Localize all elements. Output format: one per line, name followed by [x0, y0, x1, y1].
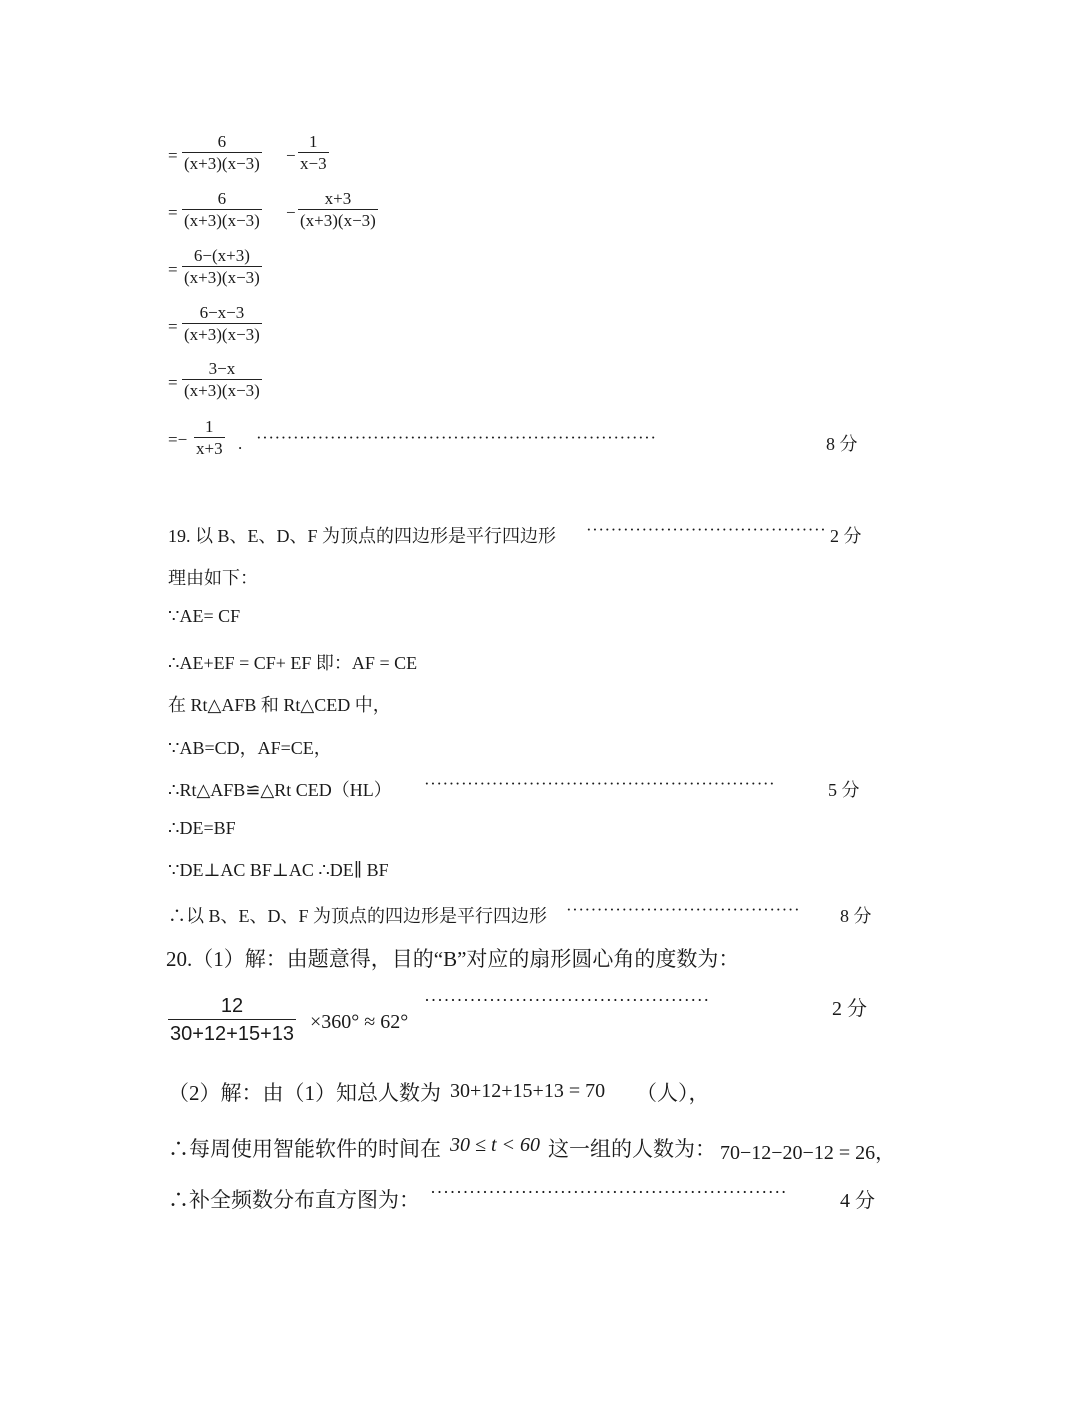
denominator: (x+3)(x−3) [300, 210, 376, 230]
numerator: 6−(x+3) [193, 246, 250, 265]
equals-sign: = [168, 373, 178, 392]
score-label: 2 分 [830, 526, 862, 546]
proof-conclusion: ∴以 B、E、D、F 为顶点的四边形是平行四边形 [168, 906, 548, 926]
proof-line: ∴Rt△AFB≌△Rt CED（HL） [168, 780, 392, 800]
group-count-prefix: ∴每周使用智能软件的时间在 [168, 1137, 441, 1161]
denominator: (x+3)(x−3) [184, 380, 260, 400]
proof-line: ∴DE=BF [168, 818, 236, 838]
proof-line: ∵AB=CD，AF=CE， [168, 738, 332, 758]
proof-line: ∴AE+EF = CF+ EF 即：AF = CE [168, 653, 418, 673]
score-label: 2 分 [832, 998, 867, 1020]
equals-sign: = [168, 317, 178, 336]
denominator: (x+3)(x−3) [184, 267, 260, 287]
fraction [182, 304, 262, 344]
part2-suffix: （人）， [636, 1081, 710, 1105]
equals-sign: = [168, 260, 178, 279]
histogram-line: ∴补全频数分布直方图为： [168, 1188, 420, 1212]
denominator: x−3 [300, 153, 327, 173]
equals-sign: = [168, 146, 178, 165]
dot-leader: ······································ [566, 900, 801, 919]
part2-expression: 30+12+15+13 = 70 [450, 1080, 606, 1102]
dot-leader: ······················································· [430, 1182, 788, 1202]
numerator: 6 [217, 132, 227, 151]
q20-heading: 20.（1）解：由题意得，目的“B”对应的扇形圆心角的度数为： [166, 947, 740, 971]
fraction [182, 247, 262, 287]
denominator: (x+3)(x−3) [184, 210, 260, 230]
numerator: 1 [205, 417, 214, 436]
fraction [194, 418, 225, 458]
score-label: 8 分 [840, 906, 872, 926]
equals-minus-sign: =− [168, 430, 188, 449]
group-count-mid: 这一组的人数为： [548, 1137, 716, 1161]
fraction [298, 133, 329, 173]
q19-statement: 19. 以 B、E、D、F 为顶点的四边形是平行四边形 [168, 526, 557, 546]
dot-leader: ······································· [586, 520, 827, 539]
formula-fraction [168, 996, 296, 1045]
group-count-calc: 70−12−20−12 = 26， [720, 1142, 896, 1164]
denominator: x+3 [196, 438, 223, 458]
formula-tail: ×360° ≈ 62° [310, 1011, 409, 1033]
dot-leader: ································································· [256, 428, 657, 447]
equals-sign: = [168, 203, 178, 222]
denominator: (x+3)(x−3) [184, 324, 260, 344]
fraction [182, 133, 262, 173]
dot-leader: ············································ [424, 990, 710, 1010]
group-range-expression: 30 ≤ t < 60 [450, 1134, 541, 1156]
proof-line: ∵AE= CF [168, 606, 241, 626]
proof-line: 理由如下： [168, 568, 258, 588]
numerator: x+3 [324, 189, 352, 208]
numerator: 1 [309, 132, 318, 151]
numerator: 12 [220, 995, 244, 1017]
proof-line: 在 Rt△AFB 和 Rt△CED 中， [168, 695, 391, 715]
period: . [238, 434, 243, 453]
score-label: 5 分 [828, 780, 860, 800]
denominator: (x+3)(x−3) [184, 153, 260, 173]
dot-leader: ························································· [424, 774, 776, 793]
numerator: 6 [217, 189, 227, 208]
score-label: 8 分 [826, 434, 858, 454]
minus-sign: − [286, 146, 296, 165]
numerator: 6−x−3 [199, 303, 245, 322]
fraction [182, 360, 262, 400]
fraction [182, 190, 262, 230]
fraction [298, 190, 378, 230]
score-label: 4 分 [840, 1190, 875, 1212]
part2-prefix: （2）解：由（1）知总人数为 [168, 1081, 441, 1105]
proof-line: ∵DE⊥AC BF⊥AC ∴DE∥ BF [168, 860, 389, 880]
minus-sign: − [286, 203, 296, 222]
numerator: 3−x [208, 359, 236, 378]
denominator: 30+12+15+13 [168, 1019, 296, 1045]
